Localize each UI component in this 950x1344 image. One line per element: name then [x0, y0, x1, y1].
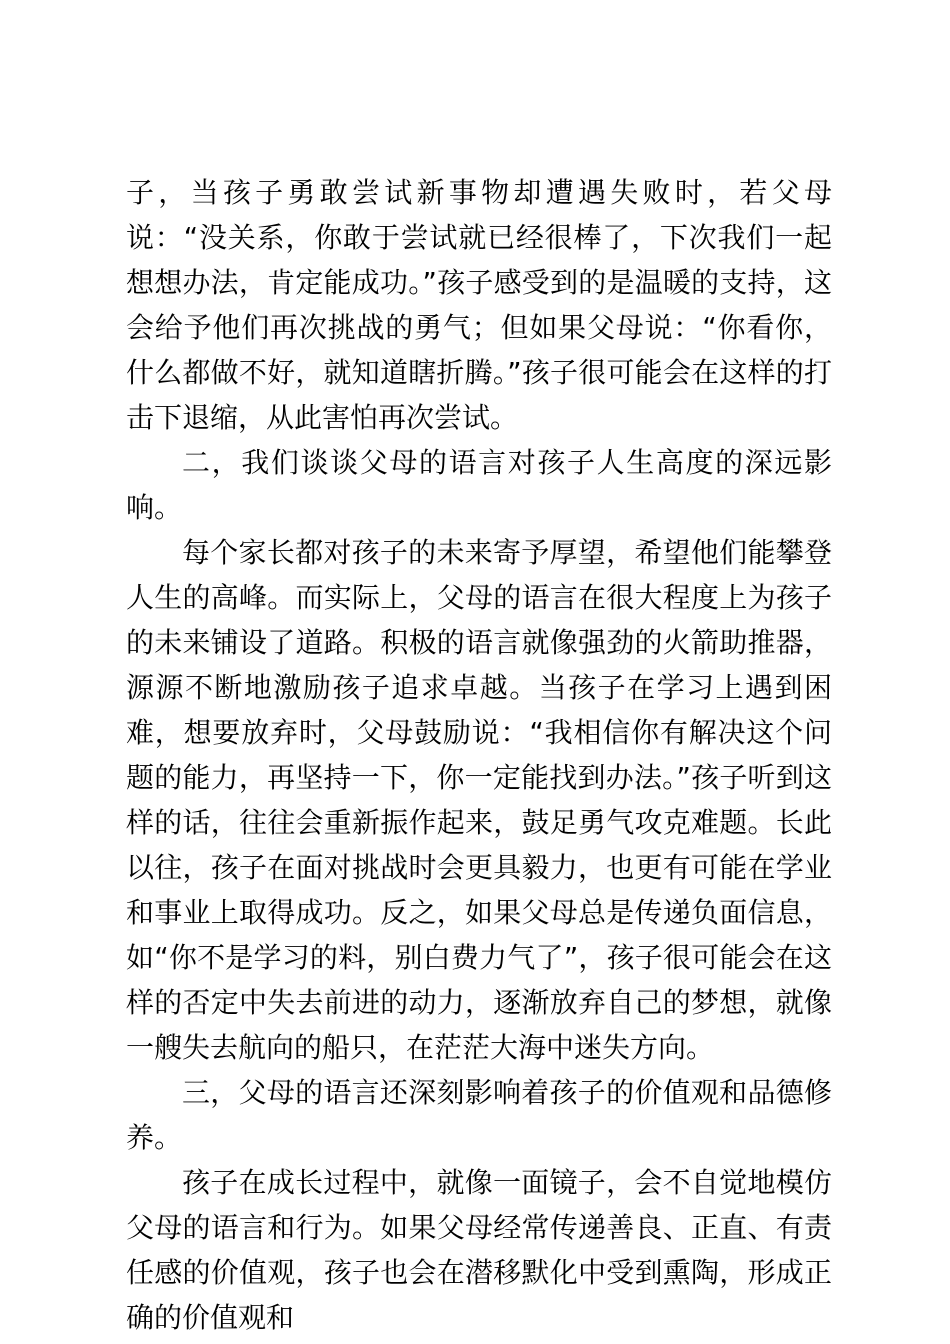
paragraph-values: 孩子在成长过程中，就像一面镜子，会不自觉地模仿父母的语言和行为。如果父母经常传递善良、正直、有责任感的价值观，孩子也会在潜移默化中受到熏陶，形成正确的价值观和	[126, 1166, 832, 1334]
paragraph-life-height: 每个家长都对孩子的未来寄予厚望，希望他们能攀登人生的高峰。而实际上，父母的语言在很大程度上为孩子的未来铺设了道路。积极的语言就像强劲的火箭助推器，源源不断地激励孩子追求卓越。当孩子在学习上遇到困难，想要放弃时，父母鼓励说：“我相信你有解决这个问题的能力，再坚持一下，你一定能找到办法。”孩子听到这样的话，往往会重新振作起来，鼓足勇气攻克难题。长此以往，孩子在面对挑战时会更具毅力，也更有可能在学业和事业上取得成功。反之，如果父母总是传递负面信息，如“你不是学习的料，别白费力气了”，孩子很可能会在这样的否定中失去前进的动力，逐渐放弃自己的梦想，就像一艘失去航向的船只，在茫茫大海中迷失方向。	[126, 536, 832, 1064]
paragraph-continuation: 子，当孩子勇敢尝试新事物却遭遇失败时，若父母说：“没关系，你敢于尝试就已经很棒了，下次我们一起想想办法，肯定能成功。”孩子感受到的是温暖的支持，这会给予他们再次挑战的勇气；但如果父母说：“你看你，什么都做不好，就知道瞎折腾。”孩子很可能会在这样的打击下退缩，从此害怕再次尝试。	[126, 176, 832, 434]
section-heading-two: 二，我们谈谈父母的语言对孩子人生高度的深远影响。	[126, 446, 832, 524]
section-heading-three: 三，父母的语言还深刻影响着孩子的价值观和品德修养。	[126, 1076, 832, 1154]
body-text	[126, 170, 832, 1340]
